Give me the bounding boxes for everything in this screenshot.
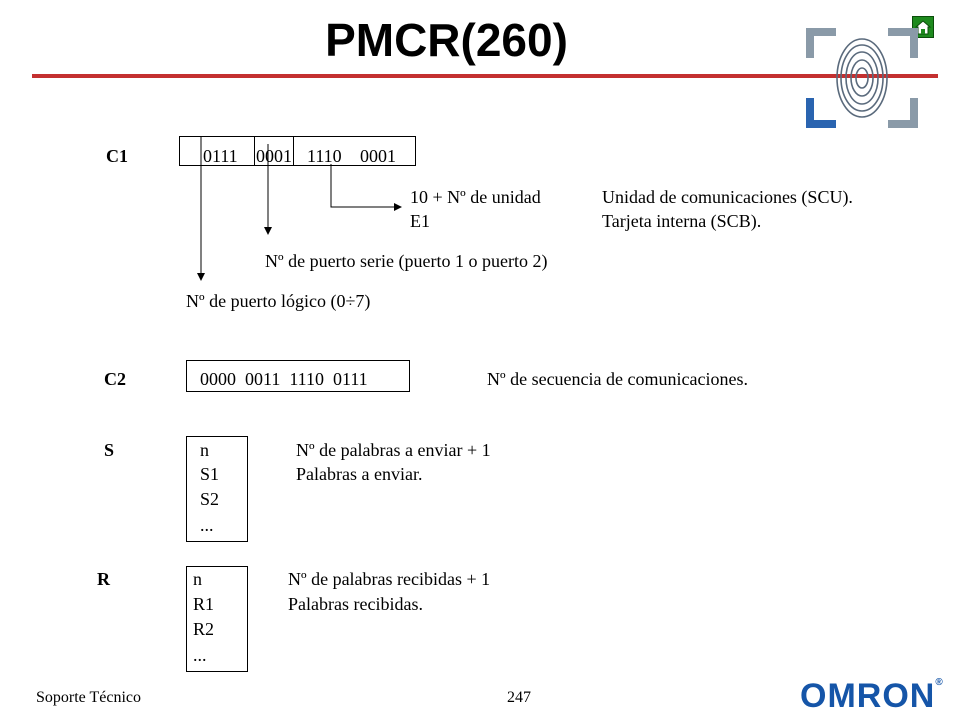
c1-note-desc-2: Tarjeta interna (SCB). [602,211,762,231]
c1-note-code-2: E1 [410,211,430,231]
c1-label: C1 [106,146,128,166]
registered-mark: ® [935,677,944,688]
r-item-1: n [193,569,202,589]
s-item-1: n [200,440,209,460]
omron-logo [800,676,944,716]
s-item-3: S2 [200,489,220,509]
r-label: R [97,569,110,589]
s-label: S [104,440,115,460]
omron-brand: OMRON [800,677,936,715]
c1-nibble-4: 0001 [360,146,396,166]
r-item-2: R1 [193,594,215,614]
r-item-4: ... [193,645,207,665]
c1-note-desc-1: Unidad de comunicaciones (SCU). [602,187,853,207]
r-note-2: Palabras recibidas. [288,594,423,614]
s-item-2: S1 [200,464,220,484]
s-note-2: Palabras a enviar. [296,464,423,484]
c1-nibble-3: 1110 [307,146,342,166]
r-item-3: R2 [193,619,215,639]
c1-logical-port-note: Nº de puerto lógico (0÷7) [186,291,371,311]
c2-label: C2 [104,369,126,389]
c1-note-code-1: 10 + Nº de unidad [410,187,541,207]
c1-nibble-divider-1 [254,136,255,166]
s-item-4: ... [200,515,214,535]
c1-nibble-2: 0001 [256,146,292,166]
footer-support-text: Soporte Técnico [36,689,142,706]
c1-serial-port-note: Nº de puerto serie (puerto 1 o puerto 2) [265,251,548,271]
c1-nibble-1: 0111 [203,146,238,166]
r-note-1: Nº de palabras recibidas + 1 [288,569,491,589]
c1-nibble-divider-2 [293,136,294,166]
page-title: PMCR(260) [325,14,568,66]
c2-value: 0000 0011 1110 0111 [200,369,368,389]
c2-desc: Nº de secuencia de comunicaciones. [487,369,748,389]
s-note-1: Nº de palabras a enviar + 1 [296,440,491,460]
footer-page-number: 247 [507,689,531,706]
arrow-unit-number [331,164,401,207]
